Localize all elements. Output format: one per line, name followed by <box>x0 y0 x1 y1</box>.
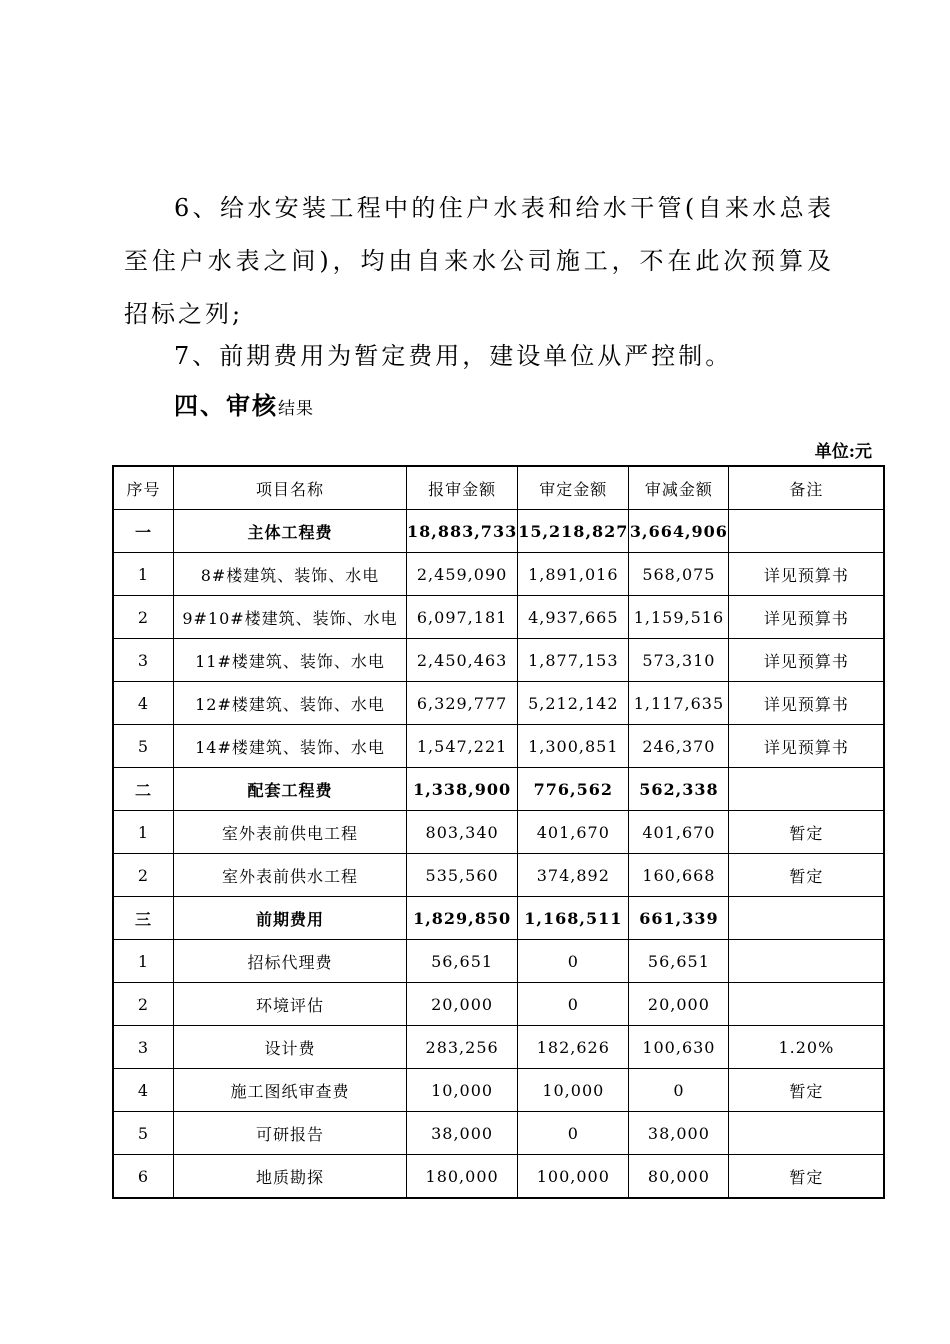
item-name-cell: 配套工程费 <box>174 768 407 811</box>
submitted-cell: 1,829,850 <box>407 897 518 940</box>
reduction-cell: 100,630 <box>629 1026 729 1069</box>
table-section-row <box>113 510 884 553</box>
item-name-cell: 可研报告 <box>174 1112 407 1155</box>
submitted-cell: 6,329,777 <box>407 682 518 725</box>
item-name-cell: 8#楼建筑、装饰、水电 <box>174 553 407 596</box>
paragraph-item-6: 6、给水安装工程中的住户水表和给水干管(自来水总表至住户水表之间)，均由自来水公司施工，不在此次预算及招标之列; <box>124 194 834 328</box>
submitted-cell: 10,000 <box>407 1069 518 1112</box>
unit-label: 单位:元 <box>814 442 872 462</box>
approved-cell: 0 <box>518 940 629 983</box>
approved-cell: 1,877,153 <box>518 639 629 682</box>
index-cell: 1 <box>113 811 174 854</box>
item-name-cell: 招标代理费 <box>174 940 407 983</box>
reduction-cell: 80,000 <box>629 1155 729 1199</box>
submitted-cell: 6,097,181 <box>407 596 518 639</box>
table-row <box>113 940 884 983</box>
reduction-cell: 401,670 <box>629 811 729 854</box>
submitted-cell: 2,450,463 <box>407 639 518 682</box>
submitted-cell: 56,651 <box>407 940 518 983</box>
submitted-cell: 1,547,221 <box>407 725 518 768</box>
approved-cell: 4,937,665 <box>518 596 629 639</box>
table-row <box>113 639 884 682</box>
index-cell: 二 <box>113 768 174 811</box>
remarks-cell <box>729 897 885 940</box>
approved-cell: 1,300,851 <box>518 725 629 768</box>
table-header-row <box>113 466 884 510</box>
index-cell: 5 <box>113 1112 174 1155</box>
table-row <box>113 682 884 725</box>
approved-cell: 401,670 <box>518 811 629 854</box>
reduction-cell: 246,370 <box>629 725 729 768</box>
section-heading-small: 结果 <box>278 399 314 419</box>
header-cell-remarks: 备注 <box>729 466 885 510</box>
table-row <box>113 811 884 854</box>
header-cell-reduction: 审减金额 <box>629 466 729 510</box>
table-section-row <box>113 768 884 811</box>
item-name-cell: 室外表前供水工程 <box>174 854 407 897</box>
item-name-cell: 9#10#楼建筑、装饰、水电 <box>174 596 407 639</box>
header-cell-approved: 审定金额 <box>518 466 629 510</box>
reduction-cell: 1,117,635 <box>629 682 729 725</box>
item-name-cell: 11#楼建筑、装饰、水电 <box>174 639 407 682</box>
item-name-cell: 前期费用 <box>174 897 407 940</box>
item-name-cell: 主体工程费 <box>174 510 407 553</box>
reduction-cell: 20,000 <box>629 983 729 1026</box>
submitted-cell: 803,340 <box>407 811 518 854</box>
header-cell-submitted: 报审金额 <box>407 466 518 510</box>
item-name-cell: 室外表前供电工程 <box>174 811 407 854</box>
remarks-cell: 详见预算书 <box>729 682 885 725</box>
approved-cell: 5,212,142 <box>518 682 629 725</box>
reduction-cell: 0 <box>629 1069 729 1112</box>
table-row <box>113 1026 884 1069</box>
index-cell: 5 <box>113 725 174 768</box>
reduction-cell: 573,310 <box>629 639 729 682</box>
item-name-cell: 14#楼建筑、装饰、水电 <box>174 725 407 768</box>
submitted-cell: 1,338,900 <box>407 768 518 811</box>
remarks-cell <box>729 983 885 1026</box>
submitted-cell: 20,000 <box>407 983 518 1026</box>
remarks-cell: 暂定 <box>729 811 885 854</box>
reduction-cell: 56,651 <box>629 940 729 983</box>
table-row <box>113 553 884 596</box>
audit-results-table <box>112 465 885 1199</box>
table-row <box>113 596 884 639</box>
submitted-cell: 535,560 <box>407 854 518 897</box>
table-row <box>113 1112 884 1155</box>
approved-cell: 10,000 <box>518 1069 629 1112</box>
submitted-cell: 180,000 <box>407 1155 518 1199</box>
reduction-cell: 3,664,906 <box>629 510 729 553</box>
table-row <box>113 725 884 768</box>
remarks-cell: 详见预算书 <box>729 725 885 768</box>
approved-cell: 182,626 <box>518 1026 629 1069</box>
index-cell: 1 <box>113 553 174 596</box>
paragraph-item-7: 7、前期费用为暂定费用，建设单位从严控制。 <box>174 342 733 370</box>
remarks-cell <box>729 768 885 811</box>
remarks-cell <box>729 1112 885 1155</box>
reduction-cell: 38,000 <box>629 1112 729 1155</box>
submitted-cell: 18,883,733 <box>407 510 518 553</box>
remarks-cell: 详见预算书 <box>729 639 885 682</box>
remarks-cell: 暂定 <box>729 854 885 897</box>
index-cell: 2 <box>113 983 174 1026</box>
index-cell: 3 <box>113 1026 174 1069</box>
item-name-cell: 设计费 <box>174 1026 407 1069</box>
index-cell: 2 <box>113 854 174 897</box>
index-cell: 3 <box>113 639 174 682</box>
approved-cell: 374,892 <box>518 854 629 897</box>
table-row <box>113 854 884 897</box>
submitted-cell: 38,000 <box>407 1112 518 1155</box>
remarks-cell: 详见预算书 <box>729 596 885 639</box>
table-row <box>113 1069 884 1112</box>
table-section-row <box>113 897 884 940</box>
reduction-cell: 562,338 <box>629 768 729 811</box>
approved-cell: 1,168,511 <box>518 897 629 940</box>
section-heading <box>174 386 314 421</box>
approved-cell: 15,218,827 <box>518 510 629 553</box>
reduction-cell: 568,075 <box>629 553 729 596</box>
table-row <box>113 983 884 1026</box>
remarks-cell: 详见预算书 <box>729 553 885 596</box>
index-cell: 1 <box>113 940 174 983</box>
remarks-cell: 暂定 <box>729 1069 885 1112</box>
section-heading-main: 四、审核 <box>174 391 278 420</box>
remarks-cell <box>729 940 885 983</box>
index-cell: 6 <box>113 1155 174 1199</box>
remarks-cell <box>729 510 885 553</box>
approved-cell: 0 <box>518 983 629 1026</box>
table-row <box>113 1155 884 1199</box>
index-cell: 一 <box>113 510 174 553</box>
index-cell: 4 <box>113 1069 174 1112</box>
approved-cell: 776,562 <box>518 768 629 811</box>
item-name-cell: 环境评估 <box>174 983 407 1026</box>
remarks-cell: 暂定 <box>729 1155 885 1199</box>
reduction-cell: 661,339 <box>629 897 729 940</box>
index-cell: 2 <box>113 596 174 639</box>
submitted-cell: 283,256 <box>407 1026 518 1069</box>
approved-cell: 100,000 <box>518 1155 629 1199</box>
remarks-cell: 1.20% <box>729 1026 885 1069</box>
item-name-cell: 12#楼建筑、装饰、水电 <box>174 682 407 725</box>
item-name-cell: 施工图纸审查费 <box>174 1069 407 1112</box>
reduction-cell: 160,668 <box>629 854 729 897</box>
header-cell-item-name: 项目名称 <box>174 466 407 510</box>
header-cell-index: 序号 <box>113 466 174 510</box>
submitted-cell: 2,459,090 <box>407 553 518 596</box>
reduction-cell: 1,159,516 <box>629 596 729 639</box>
approved-cell: 0 <box>518 1112 629 1155</box>
item-name-cell: 地质勘探 <box>174 1155 407 1199</box>
index-cell: 三 <box>113 897 174 940</box>
index-cell: 4 <box>113 682 174 725</box>
approved-cell: 1,891,016 <box>518 553 629 596</box>
